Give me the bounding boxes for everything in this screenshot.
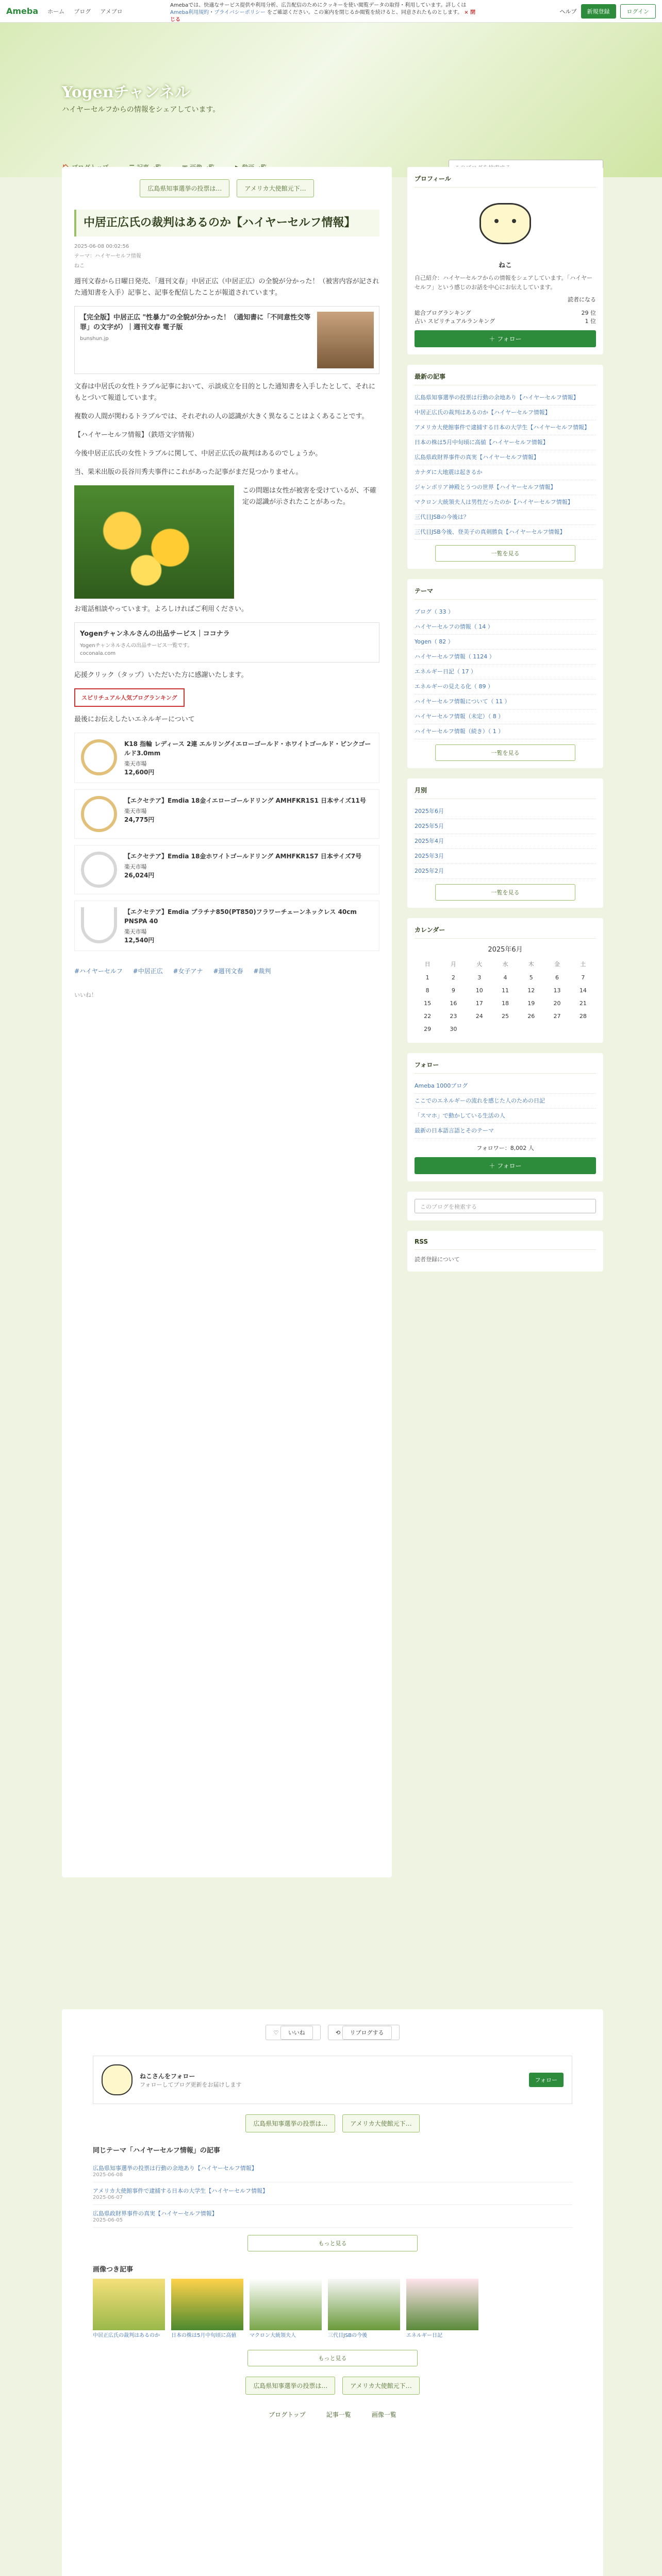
calendar-day[interactable]: 28 (579, 1013, 587, 1020)
follow-card (93, 2056, 572, 2104)
recent-item[interactable]: 中居正広氏の裁判はあるのか【ハイヤーセルフ情報】 (415, 405, 596, 420)
entry-date: 2025-06-08 00:02:56 (74, 244, 129, 249)
top-nav-blog[interactable]: ブログ (74, 8, 91, 15)
theme-item[interactable]: Yogen（ 82 ） (415, 635, 596, 650)
calendar-day[interactable]: 21 (579, 1000, 587, 1007)
avatar[interactable] (102, 2064, 133, 2095)
pager-prev[interactable]: 広島県知事選挙の投票は… (140, 179, 229, 197)
footer-nav-image-list[interactable]: 画像一覧 (371, 2411, 396, 2418)
photo-thumbnail (171, 2279, 243, 2330)
product-name: 【エクセテア】Emdia 18金ホワイトゴールドリング AMHFKR1S7 日本サイズ7号 (124, 853, 362, 860)
photo-thumbnail (406, 2279, 478, 2330)
weekday: 水 (502, 961, 508, 968)
calendar-day[interactable] (544, 1023, 570, 1036)
calendar-day[interactable]: 1 (425, 974, 429, 981)
archive-box (407, 778, 603, 908)
calendar-day[interactable]: 4 (503, 974, 507, 981)
calendar-day[interactable]: 2 (451, 974, 455, 981)
top-bar (0, 0, 662, 23)
calendar-day[interactable]: 20 (553, 1000, 561, 1007)
archive-item[interactable]: 2025年4月 (415, 834, 596, 849)
theme-item[interactable]: エネルギー日記（ 17 ） (415, 665, 596, 680)
entry-paragraph: この問題は女性が被害を受けているが、不確定の認識が示されたことがあった。 (242, 487, 377, 506)
calendar-day[interactable]: 24 (475, 1013, 483, 1020)
cookie-text: Amebaでは、快適なサービス提供や利用分析、広告配信のためにクッキーを使い閲覧データの取得・利用しています。詳しくは (170, 3, 467, 8)
calendar-day[interactable]: 13 (553, 987, 561, 994)
flower-image (74, 485, 234, 599)
photo-caption: マクロン大統領夫人 (250, 2333, 296, 2338)
article-pager (74, 179, 379, 197)
profile-text: 自己紹介：ハイヤーセルフからの情報をシェアしています。「ハイヤーセルフ」という感じのお話を中心にお伝えしています。 (415, 275, 593, 291)
theme-item[interactable]: ハイヤーセルフ情報について（ 11 ） (415, 694, 596, 709)
weekday: 土 (580, 961, 586, 968)
ranking-row[interactable] (415, 309, 596, 317)
photo-caption: 三代目JSBの今後 (328, 2333, 368, 2338)
blog-header (0, 23, 662, 177)
archive-more-button[interactable]: 一覧を見る (435, 884, 575, 901)
calendar-day[interactable]: 5 (529, 974, 533, 981)
weekday: 木 (528, 961, 534, 968)
follow-box (407, 1053, 603, 1181)
login-button[interactable]: ログイン (620, 4, 656, 19)
article-main (62, 167, 392, 1877)
ranking-label: 総合ブログランキング (415, 310, 471, 316)
top-nav-ameblo[interactable]: アメブロ (100, 8, 123, 15)
cookie-privacy-link[interactable]: プライバシーポリシー (214, 10, 266, 15)
calendar-day[interactable]: 8 (425, 987, 429, 994)
profile-name[interactable]: ねこ (498, 262, 512, 269)
like-button[interactable]: ♡ いいね (266, 2025, 320, 2040)
spiritual-ranking-badge[interactable] (74, 688, 185, 707)
follow-card-button[interactable]: フォロー (529, 2073, 564, 2087)
link-card[interactable] (74, 306, 379, 374)
theme-item[interactable]: エネルギーの見える化（ 89 ） (415, 680, 596, 694)
calendar-day[interactable]: 10 (475, 987, 483, 994)
theme-article-title: アメリカ大使館事件で逮捕する日本の大学生【ハイヤーセルフ情報】 (93, 2188, 269, 2194)
calendar-day[interactable]: 29 (424, 1026, 432, 1032)
recent-item[interactable]: アメリカ大使館事件で逮捕する日本の大学生【ハイヤーセルフ情報】 (415, 420, 596, 435)
ranking-value: 29 位 (581, 310, 596, 316)
reblog-button-label: リブログする (342, 2026, 392, 2040)
register-button[interactable]: 新規登録 (581, 4, 616, 19)
archive-item[interactable]: 2025年5月 (415, 819, 596, 834)
tag-link[interactable]: #中居正広 (133, 968, 163, 975)
product-info (124, 907, 373, 944)
photo-caption: 中居正広氏の裁判はあるのか (93, 2333, 160, 2338)
theme-list (415, 605, 596, 739)
theme-article-date: 2025-06-05 (93, 2217, 123, 2223)
calendar-table (415, 957, 596, 1036)
calendar-day[interactable] (570, 1023, 596, 1036)
calendar-day[interactable]: 6 (555, 974, 559, 981)
recent-item[interactable]: 広島県政財界事件の真実【ハイヤーセルフ情報】 (415, 450, 596, 465)
product-item[interactable] (74, 733, 379, 783)
product-item[interactable] (74, 789, 379, 839)
follow-item[interactable]: 「スマホ」で動かしている生活の人 (415, 1109, 596, 1124)
photo-list (93, 2279, 572, 2340)
entry-paragraph: 文春は中居氏の女性トラブル記事において、示談成立を目的とした通知書を入手したとして、それにもとづいて報道しています。 (74, 383, 375, 402)
photo-heading: 画像つき記事 (93, 2266, 134, 2274)
product-info (124, 739, 373, 776)
recent-item[interactable]: マクロン大統領夫人は男性だったのか【ハイヤーセルフ情報】 (415, 495, 596, 510)
calendar-heading: カレンダー (415, 925, 596, 939)
follow-item[interactable]: ここでのエネルギーの流れを感じた人のための日記 (415, 1094, 596, 1109)
theme-heading: テーマ (415, 586, 596, 600)
calendar-week (415, 1023, 596, 1036)
photo-item[interactable] (406, 2279, 478, 2340)
archive-item[interactable]: 2025年2月 (415, 864, 596, 879)
archive-item[interactable]: 2025年6月 (415, 804, 596, 819)
theme-item[interactable]: ハイヤーセルフ情報（未定）（ 8 ） (415, 709, 596, 724)
tag-link[interactable]: #ハイヤーセルフ (74, 968, 123, 975)
help-link[interactable]: ヘルプ (559, 8, 577, 15)
follow-heading: フォロー (415, 1060, 596, 1074)
ring-image (81, 852, 117, 888)
ranking-value: 1 位 (585, 318, 596, 325)
calendar-weekdays (415, 957, 596, 971)
calendar-day[interactable]: 17 (475, 1000, 483, 1007)
theme-article[interactable] (93, 2160, 572, 2182)
recent-item[interactable]: 三代目JSBの今後は？ (415, 510, 596, 525)
product-price: 26,024円 (124, 872, 155, 879)
recent-more-button[interactable]: 一覧を見る (435, 545, 575, 562)
photo-thumbnail (93, 2279, 165, 2330)
product-item[interactable] (74, 845, 379, 894)
promo-card[interactable] (74, 622, 379, 663)
recent-item[interactable]: カナダに大地震は起きるか (415, 465, 596, 480)
promo-card-source: coconala.com (80, 651, 116, 656)
theme-article-title: 広島県政財界事件の真実【ハイヤーセルフ情報】 (93, 2210, 218, 2217)
theme-article-date: 2025-06-07 (93, 2195, 123, 2200)
cookie-terms-link[interactable]: Ameba利用規約 (170, 10, 209, 15)
recent-list (415, 391, 596, 540)
footer-nav (93, 2410, 572, 2419)
photo-thumbnail (328, 2279, 400, 2330)
product-shop: 楽天市場 (124, 808, 147, 815)
link-card-source: bunshun.jp (80, 336, 109, 342)
calendar-day[interactable]: 14 (579, 987, 587, 994)
product-name: 【エクセテア】Emdia プラチナ850(PT850)フラワーチェーンネックレス 40cm PNSPA 40 (124, 908, 357, 925)
photo-item[interactable] (93, 2279, 165, 2340)
photo-caption: 日本の株は5月中旬頃に高値 (171, 2333, 237, 2338)
necklace-image (81, 907, 117, 943)
promo-label: お電話相談やっています。よろしければご利用ください。 (74, 605, 248, 613)
follow-button[interactable]: ＋ フォロー (415, 330, 596, 347)
link-card-title: 【完全版】中居正広 "性暴力"の全貌が分かった！（通知書に「不同意性交等罪」の文字が）｜週刊文春 電子版 (80, 314, 311, 331)
rss-link[interactable]: 読者登録について (415, 1256, 460, 1263)
blog-subtitle: ハイヤーセルフからの情報をシェアしています。 (62, 106, 220, 114)
calendar-week (415, 997, 596, 1010)
cookie-notice: Amebaでは、快適なサービス提供や利用分析、広告配信のためにクッキーを使い閲覧データの取得・利用しています。詳しくは Ameba利用規約・プライバシーポリシー をご確認ください。この案内を閉じるか閲覧を続けると、同意されたものとします。 × 閉じる (170, 3, 476, 23)
theme-item[interactable]: ブログ（ 33 ） (415, 605, 596, 620)
calendar-day[interactable] (467, 1023, 492, 1036)
entry-paragraph: 週刊文春から日曜日発売、「週刊文春」中居正広（中居正広）の全貌が分かった！（被害内容が記された通知書を入手）記事と、記事を配信したことが報道されています。 (74, 278, 379, 297)
calendar-day[interactable]: 15 (424, 1000, 432, 1007)
weekday: 日 (424, 961, 431, 968)
theme-more-button[interactable]: 一覧を見る (435, 744, 575, 761)
weekday: 金 (554, 961, 560, 968)
calendar-day[interactable]: 19 (527, 1000, 535, 1007)
link-card-thumbnail (317, 312, 374, 368)
spiritual-badge-text: スピリチュアル人気ブログランキング (81, 694, 177, 701)
weekday: 月 (450, 961, 456, 968)
product-price: 12,600円 (124, 769, 155, 776)
side-search-box (407, 1192, 603, 1221)
product-shop: 楽天市場 (124, 928, 147, 935)
ameba-logo[interactable]: Ameba (6, 6, 39, 16)
blog-title[interactable]: Yogenチャンネル (62, 83, 190, 101)
promo-card-desc: Yogenチャンネルさんの出品サービス一覧です。 (80, 643, 193, 649)
calendar-title: 2025年6月 (488, 946, 523, 954)
calendar-week (415, 971, 596, 984)
calendar-day[interactable]: 18 (501, 1000, 509, 1007)
photo-thumbnail (250, 2279, 322, 2330)
calendar-day[interactable]: 23 (450, 1013, 457, 1020)
reblog-button[interactable]: ⟲ リブログする (328, 2025, 400, 2040)
likes-label[interactable]: いいね！ (74, 992, 97, 998)
entry-paragraph: 今後中居正広氏の女性トラブルに関して、中居正広氏の裁判はあるのでしょうか。 (74, 450, 322, 457)
product-info (124, 852, 361, 888)
recent-box (407, 365, 603, 569)
photo-item[interactable] (250, 2279, 322, 2340)
calendar-day[interactable]: 22 (424, 1013, 432, 1020)
pager-next[interactable]: アメリカ大使館元下… (342, 2114, 419, 2132)
lower-pager (93, 2114, 572, 2132)
recent-item[interactable]: ジャンボリア神殿とうつの世界【ハイヤーセルフ情報】 (415, 480, 596, 495)
tag-link[interactable]: #女子アナ (173, 968, 203, 975)
photo-more[interactable]: もっと見る (247, 2350, 418, 2366)
calendar-week (415, 1010, 596, 1023)
theme-list-more[interactable]: もっと見る (247, 2235, 418, 2251)
theme-box (407, 579, 603, 768)
top-nav-home[interactable]: ホーム (47, 8, 65, 15)
like-row (93, 2025, 572, 2040)
ranking-label: 占い スピリチュアルランキング (415, 318, 495, 325)
entry-title[interactable]: 中居正広氏の裁判はあるのか【ハイヤーセルフ情報】 (74, 210, 379, 236)
profile-more-link[interactable]: 読者になる (568, 296, 596, 303)
follow-card-name: ねこさんをフォロー (140, 2072, 195, 2080)
weekday: 火 (476, 961, 483, 968)
entry-paragraph: 当、果米出版の長谷川秀夫事件にこれがあった記事がまだ見つかりません。 (74, 468, 303, 476)
pager-next[interactable]: アメリカ大使館元下… (342, 2377, 419, 2395)
promo-card-text (80, 628, 230, 657)
calendar-day[interactable]: 30 (450, 1026, 457, 1032)
tag-link[interactable]: #裁判 (253, 968, 271, 975)
side-search-input[interactable]: このブログを検索する (415, 1199, 596, 1213)
cookie-tail: をご確認ください。この案内を閉じるか閲覧を続けると、同意されたものとします。 (267, 10, 463, 15)
calendar-day[interactable]: 26 (527, 1013, 535, 1020)
profile-box (407, 167, 603, 354)
photo-item[interactable] (328, 2279, 400, 2340)
entry-tags (74, 967, 379, 975)
top-nav (47, 7, 130, 15)
avatar[interactable] (474, 193, 536, 255)
top-right (560, 4, 656, 19)
calendar-day[interactable]: 16 (450, 1000, 457, 1007)
pager-next[interactable]: アメリカ大使館元下… (237, 179, 313, 197)
calendar-day[interactable] (518, 1023, 544, 1036)
calendar-day[interactable]: 11 (501, 987, 509, 994)
calendar-box (407, 918, 603, 1043)
theme-item[interactable]: ハイヤーセルフの情報（ 14 ） (415, 620, 596, 635)
calendar-day[interactable] (492, 1023, 518, 1036)
theme-article[interactable] (93, 2182, 572, 2205)
follow-card-text (140, 2072, 522, 2089)
photo-item[interactable] (171, 2279, 243, 2340)
calendar-day[interactable]: 3 (477, 974, 482, 981)
follow-item[interactable]: 最新の日本語言語とそのテーマ (415, 1124, 596, 1139)
recent-item[interactable]: 広島県知事選挙の投票は行動の余地あり【ハイヤーセルフ情報】 (415, 391, 596, 405)
like-button-label: いいね (280, 2026, 313, 2040)
ranking-row[interactable] (415, 317, 596, 325)
footer-nav-article-list[interactable]: 記事一覧 (326, 2411, 351, 2418)
ranking-note: 応援クリック（タップ）いただいた方に感謝いたします。 (74, 671, 248, 679)
tag-link[interactable]: #週刊文春 (213, 968, 243, 975)
entry-theme[interactable]: テーマ：ハイヤーセルフ情報 (74, 253, 141, 259)
bottom-pager (93, 2377, 572, 2395)
ring-image (81, 796, 117, 832)
entry-paragraph: 複数の人間が関わるトラブルでは、それぞれの人の認識が大きく異なることはよくあることです。 (74, 413, 369, 420)
archive-heading: 月別 (415, 786, 596, 799)
theme-article[interactable] (93, 2205, 572, 2228)
theme-article-date: 2025-06-08 (93, 2172, 123, 2178)
recent-heading: 最新の記事 (415, 372, 596, 385)
footer-nav-blog-top[interactable]: ブログトップ (269, 2411, 306, 2418)
calendar-day[interactable]: 25 (501, 1013, 509, 1020)
product-info (124, 796, 366, 832)
theme-list-heading: 同じテーマ「ハイヤーセルフ情報」の記事 (93, 2147, 220, 2155)
calendar-week (415, 984, 596, 997)
ring-image (81, 739, 117, 775)
product-item[interactable] (74, 901, 379, 951)
follow-list (415, 1079, 596, 1139)
theme-item[interactable]: ハイヤーセルフ情報（続き）（ 1 ） (415, 724, 596, 739)
cat-icon (479, 203, 531, 244)
entry-author[interactable]: ねこ (74, 263, 85, 269)
lower-section (62, 2009, 603, 2576)
calendar-day[interactable]: 7 (581, 974, 585, 981)
promo-card-title: Yogenチャンネルさんの出品サービス｜ココナラ (80, 630, 230, 638)
ring-intro: 最後にお伝えしたいエネルギーについて (74, 716, 195, 723)
recent-item[interactable]: 日本の株は5月中旬頃に高値【ハイヤーセルフ情報】 (415, 435, 596, 450)
entry-paragraph: 【ハイヤーセルフ情報】（鉄塔文字情報） (74, 431, 198, 439)
cookie-close-button[interactable]: × 閉じる (170, 10, 476, 23)
recent-item[interactable]: 三代目JSB今後、登美子の真剣勝負【ハイヤーセルフ情報】 (415, 525, 596, 540)
follow-card-desc: フォローしてブログ更新をお届けします (140, 2081, 242, 2088)
calendar-day[interactable]: 9 (451, 987, 455, 994)
archive-list (415, 804, 596, 879)
pager-prev[interactable]: 広島県知事選挙の投票は… (245, 2377, 335, 2395)
product-shop: 楽天市場 (124, 760, 147, 767)
product-shop: 楽天市場 (124, 863, 147, 870)
sidebar (407, 167, 603, 1282)
follower-count: フォロワー：8,002 人 (476, 1145, 534, 1151)
calendar-day[interactable]: 27 (553, 1013, 561, 1020)
product-price: 12,540円 (124, 937, 155, 944)
follow-button-2[interactable]: ＋ フォロー (415, 1157, 596, 1174)
photo-caption: エネルギー日記 (406, 2333, 442, 2338)
profile-heading: プロフィール (415, 174, 596, 188)
pager-prev[interactable]: 広島県知事選挙の投票は… (245, 2114, 335, 2132)
follow-item[interactable]: Ameba 1000ブログ (415, 1079, 596, 1094)
calendar-day[interactable]: 12 (527, 987, 535, 994)
entry-body (74, 276, 379, 951)
theme-article-title: 広島県知事選挙の投票は行動の余地あり【ハイヤーセルフ情報】 (93, 2165, 257, 2172)
rss-heading: RSS (415, 1238, 596, 1250)
theme-item[interactable]: ハイヤーセルフ情報（ 1124 ） (415, 650, 596, 665)
product-price: 24,775円 (124, 816, 155, 823)
product-name: K18 指輪 レディース 2連 エルリングイエローゴールド・ホワイトゴールド・ピンクゴールド3.0mm (124, 740, 371, 757)
rss-box (407, 1231, 603, 1272)
archive-item[interactable]: 2025年3月 (415, 849, 596, 864)
product-name: 【エクセテア】Emdia 18金イエローゴールドリング AMHFKR1S1 日本サイズ11号 (124, 797, 366, 804)
link-card-text (80, 312, 312, 368)
